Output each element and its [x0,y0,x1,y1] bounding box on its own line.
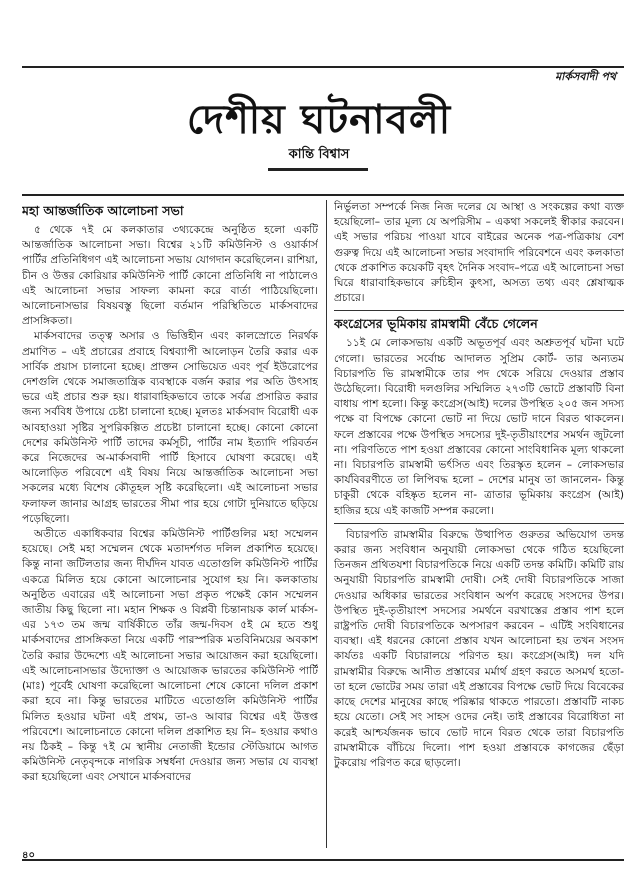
column-divider [326,200,327,848]
section-heading-seminar: মহা আন্তর্জাতিক আলোচনা সভা [22,203,184,218]
article-title: দেশীয় ঘটনাবলী [186,96,452,143]
footer-rule [22,859,624,861]
paragraph: মার্কসবাদের তত্ত্ব অসার ও ভিত্তিহীন এবং কালস্রোতে নিরর্থক প্রমাণিত – এই প্রচারের প্রবাহে বিশ্বব্যাপী আলোড়ন তৈরি করার এক সার্বিক প্রয়াস চালানো হচ্ছে। প্রাক্তন সোভিয়েত এবং পূর্ব ইউরোপের দেশগুলি থেকে সমাজতান্ত্রিক ব্যবস্থাকে বর্জন করার পর অতি উৎসাহ ভরে এই প্রচার শুরু হয়। ধারাবাহিকভাবে তাকে সর্বত্র প্রসারিত করার জন্য সর্ববিধ উপায়ে চেষ্টা চালানো হচ্ছে। মূলতঃ মার্কসবাদ বিরোধী এক আবহাওয়া সৃষ্টির সুপরিকল্পিত প্রচেষ্টা চালানো হচ্ছে। কোনো কোনো দেশের কমিউনিস্ট পার্টি তাদের কর্মসূচী, পার্টির নাম ইত্যাদি পরিবর্তন করে নিজেদের অ-মার্কসবাদী পার্টি হিসাবে ঘোষণা করেছে। এই আলোড়িত পরিবেশে এই বিষয় নিয়ে আন্তর্জাতিক আলোচনা সভা সকলের মধ্যে বিশেষ কৌতূহল সৃষ্টি করেছিলো। এই আলোচনা সভার ফলাফল জানার আগ্রহ ভারতের সীমা পার হয়ে গোটা দুনিয়াতে ছড়িয়ে পড়েছিলো। [22,330,318,525]
byline-underline [268,168,368,171]
author-name: কান্তি বিশ্বাস [279,145,360,170]
running-head: মার্কসবাদী পথ [555,70,616,83]
paragraph: ১১ই মে লোকসভায় একটি অভূতপূর্ব এবং অশ্রুতপূর্ব ঘটনা ঘটে গেলো। ভারতের সর্বোচ্চ আদালত সুপ্রিম কোর্ট- তার অন্যতম বিচারপতি ভি রামস্বামীকে তার পদ থেকে সরিয়ে দেওয়ার প্রস্তাব উঠেছিলো। বিরোধী দলগুলির সম্মিলিত ২৭৩টি ভোটে প্রস্তাবটি বিনা বাধায় পাশ হলো। কিন্তু কংগ্রেস(আই) দলের উপস্থিত ২০৫ জন সদস্য পক্ষে বা বিপক্ষে কোনো ভোট না দিয়ে ভোট দানে বিরত থাকলেন। ফলে প্রস্তাবের পক্ষে উপস্থিত সদস্যের দুই-তৃতীয়াংশের সমর্থন জুটলো না। পরিণতিতে পাশ হওয়া প্রস্তাবের কোনো সাংবিধানিক মূল্য থাকলো না। বিচারপতি রামস্বামী ভর্ৎসিত এবং তিরস্কৃত হলেন – লোকসভার কার্যবিবরণীতে তা লিপিবদ্ধ হলো – দেশের মানুষ তা জানলেন- কিন্তু চাকুরী থেকে বহিষ্কৃত হলেন না- ত্রাতার ভূমিকায় কংগ্রেস (আই) হাজির হয়ে এই কাজটি সম্পন্ন করলো। [334,337,624,517]
title-rule [22,194,624,196]
paragraph: অতীতে একাধিকবার বিশ্বের কমিউনিস্ট পার্টিগুলির মহা সম্মেলন হয়েছে। সেই মহা সম্মেলন থেকে মতাদর্শগত দলিল প্রকাশিত হয়েছে। কিন্তু নানা জটিলতার জন্য দীর্ঘদিন যাবত এতোগুলি কমিউনিস্ট পার্টির একত্রে মিলিত হয়ে কোনো আলোচনার সুযোগ হয় নি। কলকাতায় অনুষ্ঠিত এবারের এই আলোচনা সভা প্রকৃত পক্ষেই কোন সম্মেলন জাতীয় কিছু ছিলো না। মহান শিক্ষক ও বিপ্লবী চিন্তানায়ক কার্ল মার্কস-এর ১৭৩ তম জন্ম বার্ষিকীতে তাঁর জন্ম-দিবস ৫ই মে হতে শুধু মার্কসবাদের প্রাসঙ্গিকতা নিয়ে একটি পারস্পরিক মতবিনিময়ের অবকাশ তৈরি করার উদ্দেশ্যে এই আলোচনা সভার আয়োজন করা হয়েছিলো। এই আলোচনাসভার উদ্যোক্তা ও আয়োজক ভারতের কমিউনিস্ট পার্টি (মাঃ) পূর্বেই ঘোষণা করেছিলো আলোচনা শেষে কোনো দলিল প্রকাশ করা হবে না। কিন্তু ভারতের মাটিতে এতোগুলি কমিউনিস্ট পার্টির মিলিত হওয়ার ঘটনা এই প্রথম, তা-ও আবার বিশ্বের এই উত্তপ্ত পরিবেশে। আলোচনাতে কোনো দলিল প্রকাশিত হয় নি– হওয়ার কথাও নয় ঠিকই – কিন্তু ৭ই মে স্থানীয় নেতাজী ইন্ডোর স্টেডিয়ামে আগত কমিউনিস্ট নেতৃবৃন্দকে নাগরিক সম্বর্ধনা দেওয়ার জন্য সভার যে ব্যবস্থা করা হয়েছিলো এবং সেখানে মার্কসবাদের [22,528,318,784]
section-rule [334,523,624,524]
paragraph: বিচারপতি রামস্বামীর বিরুদ্ধে উত্থাপিত গুরুতর অভিযোগ তদন্ত করার জন্য সংবিধান অনুযায়ী লোকসভা থেকে গঠিত হয়েছিলো তিনজন প্রথিতযশা বিচারপতিকে নিয়ে একটি তদন্ত কমিটি। কমিটি রায় অনুযায়ী বিচারপতি রামস্বামী দোষী। সেই দোষী বিচারপতিকে সাজা দেওয়ার অধিকার ভারতের সংবিধান অর্পণ করেছে সংসদের উপর। উপস্থিত দুই-তৃতীয়াংশ সদস্যের সমর্থনে বরখাস্তের প্রস্তাব পাশ হলে রাষ্ট্রপতি দোষী বিচারপতিকে অপসারণ করবেন – এটিই সংবিধানের ব্যবস্থা। এই ধরনের কোনো প্রস্তাব যখন আলোচনা হয় তখন সংসদ কার্যতঃ একটি বিচারালয়ে পরিণত হয়। কংগ্রেস(আই) দল যদি রামস্বামীর বিরুদ্ধে আনীত প্রস্তাবের মর্মার্থ গ্রহণ করতে অসমর্থ হতো- তা হলে ভোটের সময় তারা এই প্রস্তাবের বিপক্ষে ভোট দিয়ে বিবেকের কাছে দেশের মানুষের কাছে পরিষ্কার থাকতে পারতো। প্রস্তাবটি নাকচ হয়ে যেতো। সেই সং সাহস ওদের নেই। তাই প্রস্তাবের বিরোধিতা না করেই আশ্চর্যজনক ভাবে ভোট দানে বিরত থেকে তারা বিচারপতি রামস্বামীকে বাঁচিয়ে দিলো। পাশ হওয়া প্রস্তাবকে কাগজের ছেঁড়া টুকরোয় পরিণত করে ছাড়লো। [334,528,624,769]
right-column [334,200,624,848]
byline [0,145,638,170]
section-rule [334,310,624,311]
left-column [22,200,318,848]
header-rule [22,66,624,68]
section-heading-ramaswami: কংগ্রেসের ভূমিকায় রামস্বামী বেঁচে গেলেন [334,316,538,332]
page-number: ৪০ [22,850,35,861]
paragraph: ৫ থেকে ৭ই মে কলকাতার ৩থ্যকেন্দ্রে অনুষ্ঠিত হলো একটি আন্তর্জাতিক আলোচনা সভা। বিশ্বের ২১টি কমিউনিস্ট ও ওয়ার্কার্স পার্টির প্রতিনিধিগণ এই আলোচনা সভায় যোগদান করেছিলেন। রাশিয়া, চীন ও উত্তর কোরিয়ার কমিউনিস্ট পার্টি কোনো প্রতিনিধি না পাঠালেও এই আলোচনা সভার সাফল্য কামনা করে বার্তা পাঠিয়েছিলো। আলোচনাসভার বিষয়বস্তু ছিলো বর্তমান পরিস্থিতিতে মার্কসবাদের প্রাসঙ্গিকতা। [22,224,318,328]
paragraph: নির্ভুলতা সম্পর্কে নিজ নিজ দলের যে আস্থা ও সংকল্পের কথা ব্যক্ত হয়েছিলো– তার মূল্য যে অপরিসীম – একথা সকলেই স্বীকার করবেন। এই সভার পরিচয় পাওয়া যাবে বাইরের অনেক পত্র-পত্রিকায় বেশ গুরুত্ব দিয়ে এই আলোচনা সভার সংবাদাদি পরিবেশনে এবং কলকাতা থেকে প্রকাশিত কয়েকটি বৃহৎ দৈনিক সংবাদ–পত্রে এই আলোচনা সভা ঘিরে ধারাবাহিকভাবে রুচিহীন কুৎসা, অসত্য তথ্য এবং শ্লেষাত্মক প্রচারে। [334,201,624,305]
